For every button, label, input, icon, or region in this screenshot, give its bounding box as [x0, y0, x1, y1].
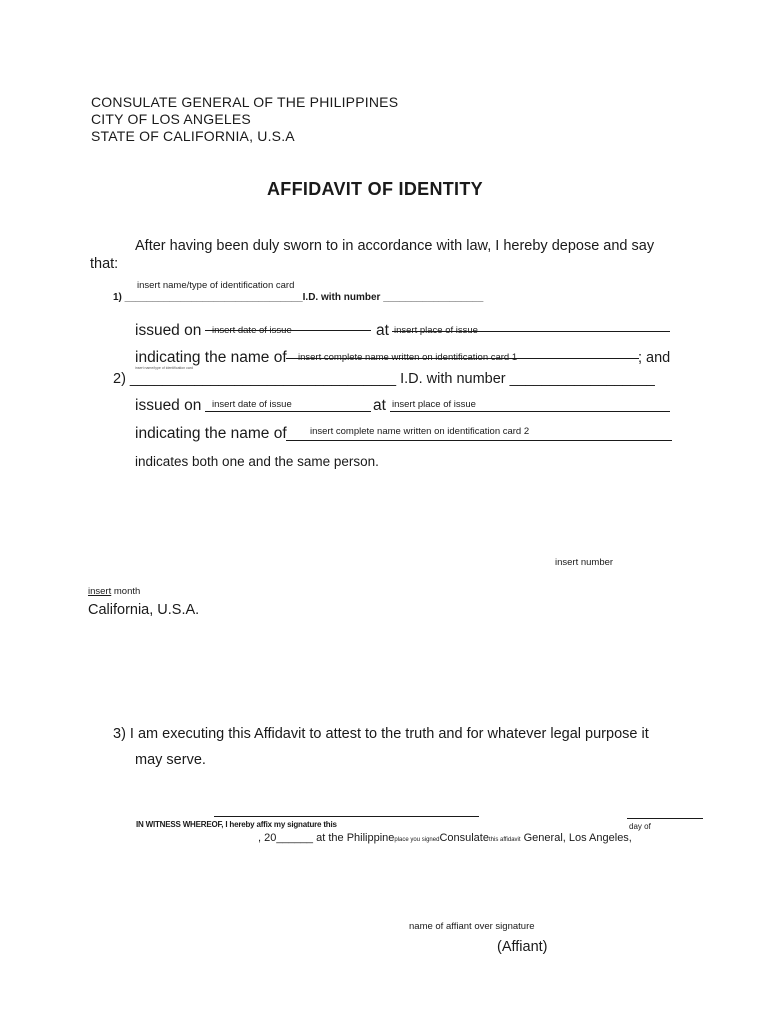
item2-indicating-label: indicating the name of: [135, 425, 287, 442]
item2-place-hint: insert place of issue: [392, 399, 476, 410]
witness-year-prefix: , 20______ at the Philippine: [258, 832, 395, 844]
item1-at-label: at: [376, 322, 389, 339]
intro-line-2: that:: [90, 256, 119, 272]
item3-line-1: 3) I am executing this Affidavit to attest to the truth and for whatever legal purpose it: [113, 726, 649, 742]
item2-id-line: 2) _________________________________ I.D. with number __________________: [113, 371, 655, 387]
affiant-label: (Affiant): [497, 939, 548, 955]
header-consulate: CONSULATE GENERAL OF THE PHILIPPINES: [91, 94, 399, 110]
item1-issued-on-label: issued on: [135, 322, 202, 339]
item2-place-line: [390, 411, 670, 412]
item2-name-hint: insert complete name written on identification card 2: [310, 426, 530, 437]
witness-this-affidavit-hint: this affidavit: [488, 837, 521, 843]
item2-date-hint: insert date of issue: [212, 399, 292, 410]
insert-month-word-1: insert: [88, 586, 112, 597]
witness-month-line: [627, 818, 703, 819]
california-location: California, U.S.A.: [88, 602, 200, 618]
witness-statement: IN WITNESS WHEREOF, I hereby affix my signature this: [136, 820, 337, 829]
item1-id-line: 1) ________________________________I.D. with number __________________: [113, 292, 484, 303]
item1-date-hint: insert date of issue: [212, 325, 292, 336]
header-state: STATE OF CALIFORNIA, U.S.A: [91, 128, 295, 144]
item2-date-line: [205, 411, 371, 412]
insert-month-word-2: month: [113, 586, 141, 597]
witness-consulate: Consulate: [439, 832, 489, 844]
witness-location-line: [258, 832, 632, 844]
same-person-statement: indicates both one and the same person.: [135, 454, 379, 469]
item1-indicating-label: indicating the name of: [135, 349, 287, 366]
witness-general: General, Los Angeles,: [523, 832, 632, 844]
item1-name-hint: insert complete name written on identification card 1: [298, 352, 518, 363]
intro-line-1: After having been duly sworn to in accordance with law, I hereby depose and say: [135, 238, 655, 254]
item1-place-hint: insert place of issue: [394, 325, 478, 336]
item1-id-type-hint: insert name/type of identification card: [137, 280, 295, 291]
witness-day-line: [214, 816, 479, 817]
item2-issued-on-label: issued on: [135, 397, 202, 414]
witness-day-of: day of: [629, 822, 651, 831]
insert-month-hint: [88, 586, 140, 597]
document-title: AFFIDAVIT OF IDENTITY: [267, 179, 483, 199]
item2-name-line: [286, 440, 672, 441]
header-city: CITY OF LOS ANGELES: [91, 111, 251, 127]
affiant-name-hint: name of affiant over signature: [409, 921, 535, 932]
item2-at-label: at: [373, 397, 386, 414]
item1-and-text: ; and: [638, 350, 671, 366]
item3-line-2: may serve.: [135, 752, 206, 768]
item1-micro-hint: insert name/type of identification card: [135, 366, 193, 370]
insert-number-hint: insert number: [555, 557, 614, 568]
witness-place-signed-hint: place you signed: [394, 837, 440, 843]
